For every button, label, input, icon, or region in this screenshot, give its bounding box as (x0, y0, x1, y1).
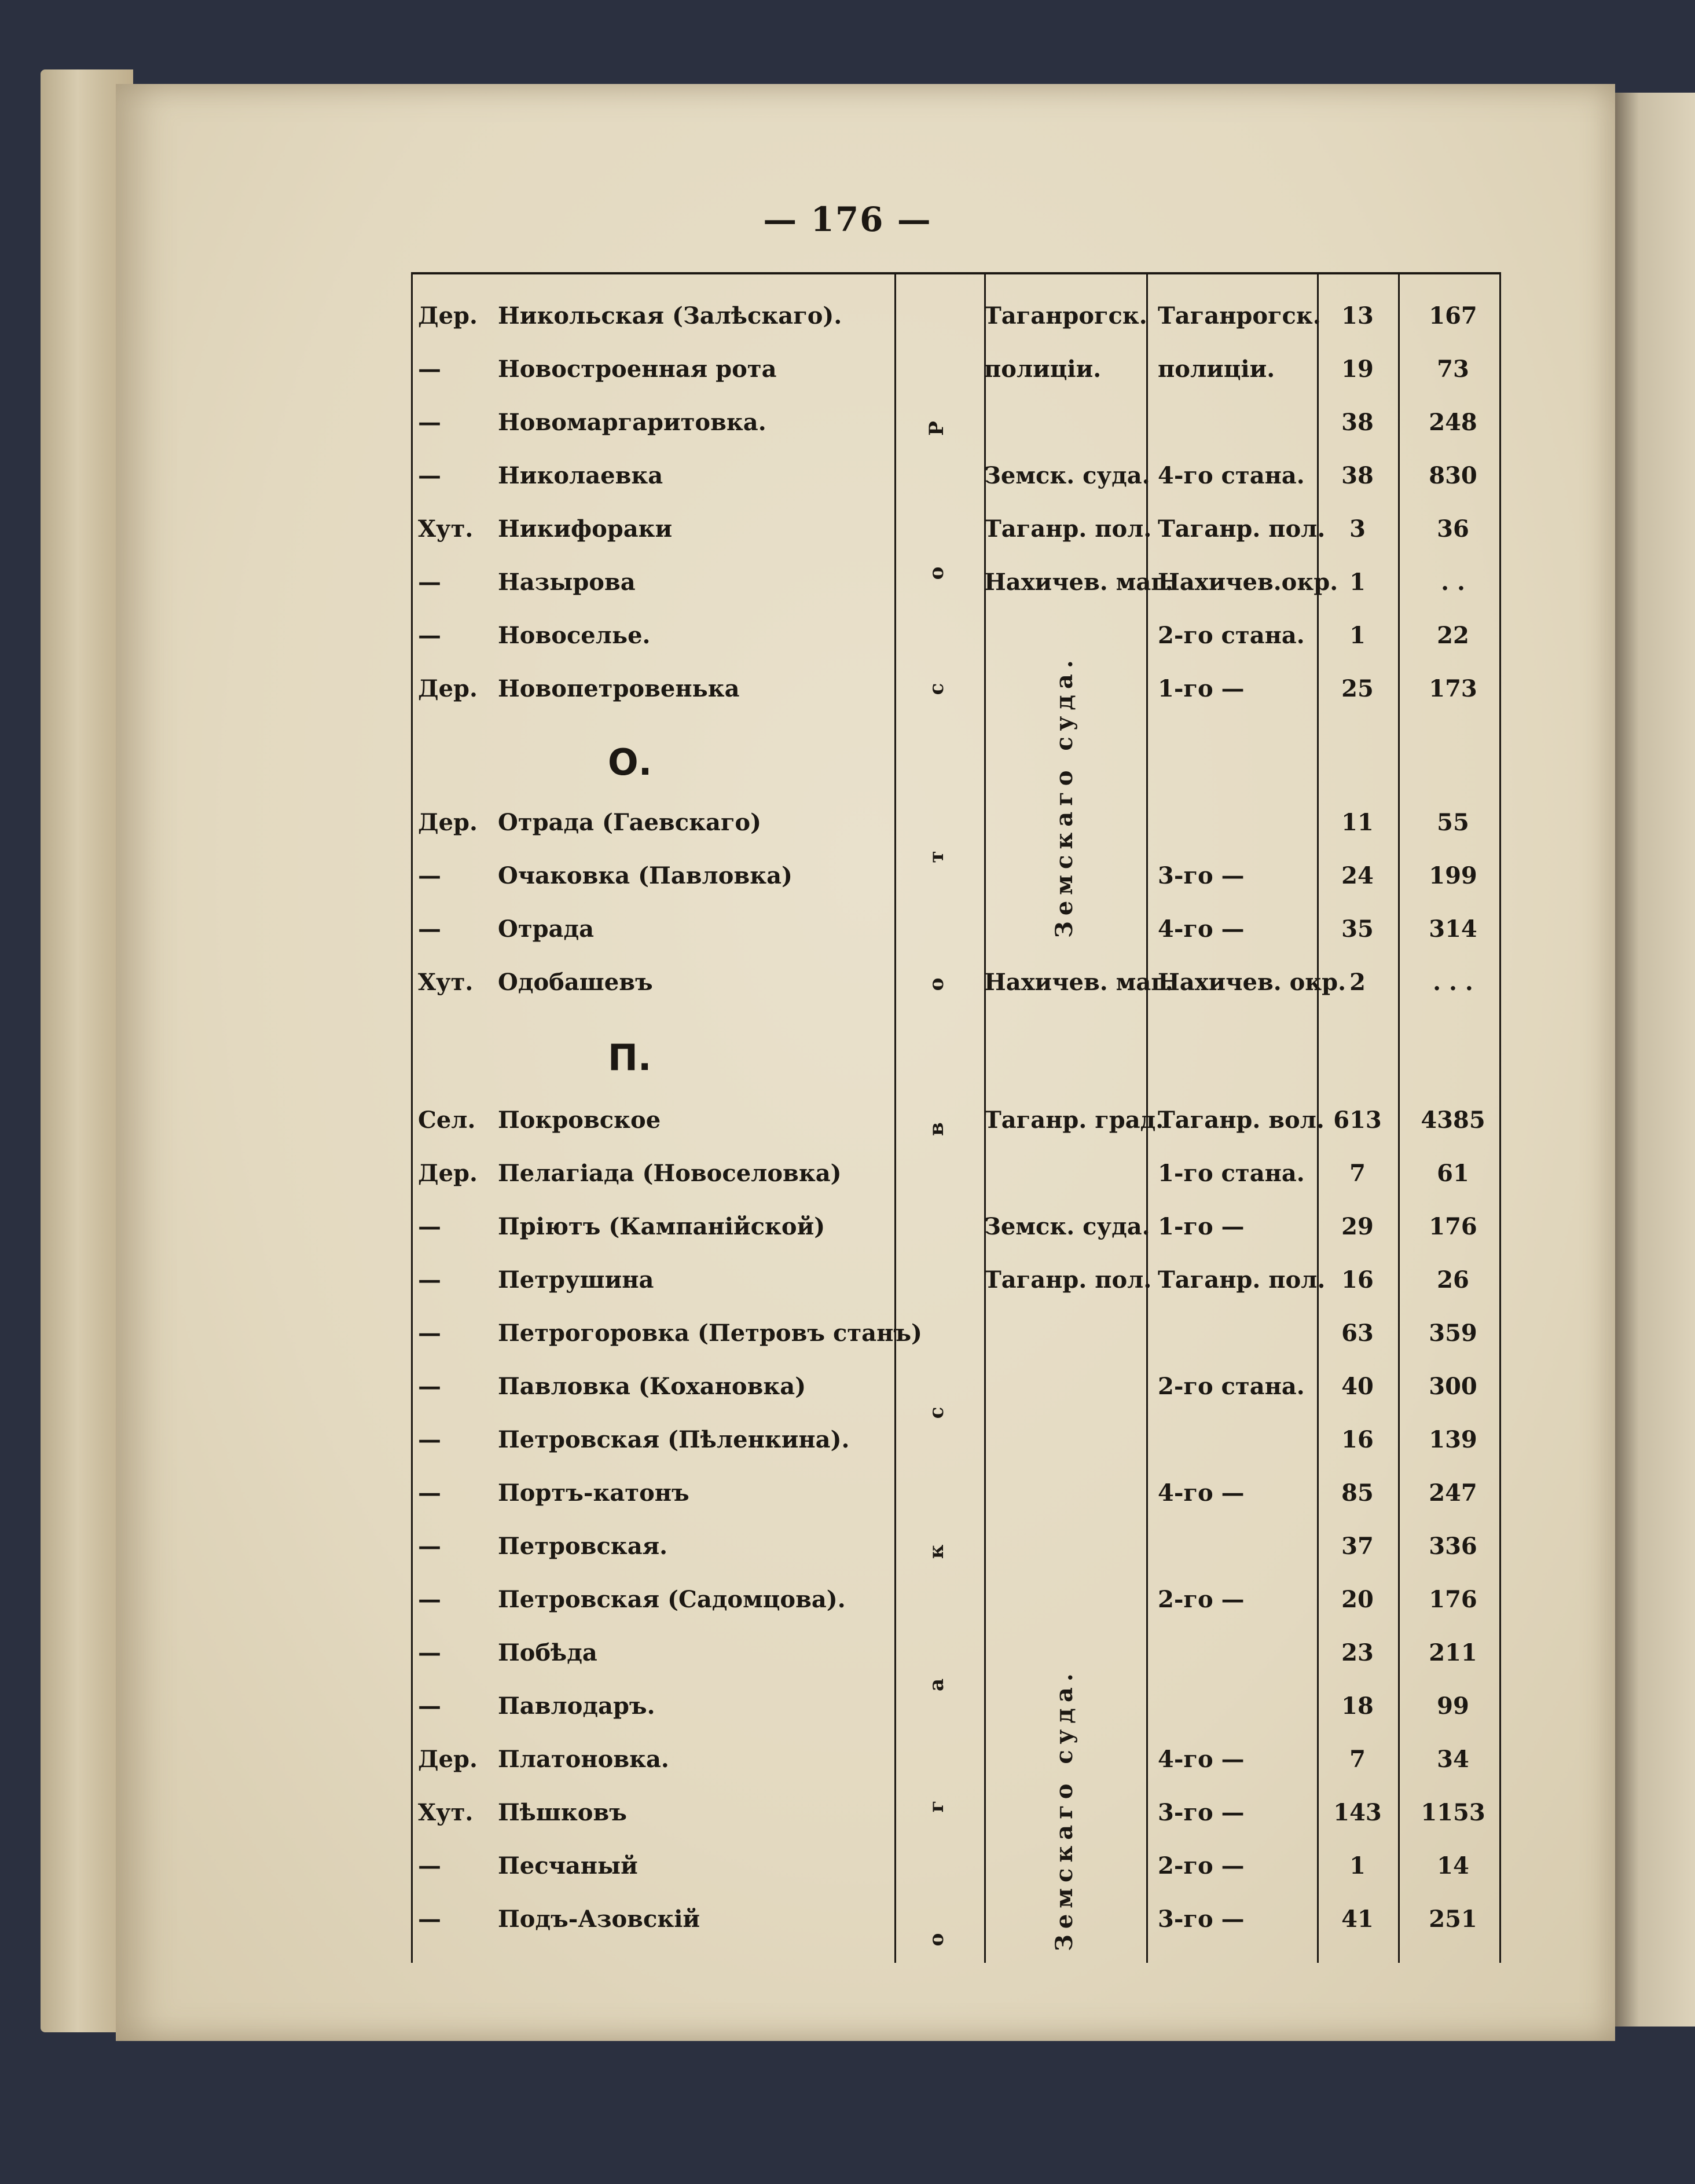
population-count: 26 (1437, 1266, 1469, 1293)
settlement-type: Дер. (418, 675, 478, 702)
population-count: 199 (1429, 862, 1477, 889)
stan-district: Нахичев. окр. (1158, 969, 1347, 996)
population-count: 14 (1437, 1852, 1469, 1879)
stan-district: 4-го — (1158, 1746, 1245, 1773)
household-count: 16 (1341, 1426, 1374, 1453)
stan-district: 2-го стана. (1158, 622, 1305, 649)
section-heading-p: П. (608, 1036, 652, 1079)
population-count: 300 (1429, 1373, 1477, 1400)
settlement-type: — (418, 915, 441, 943)
stan-district: 3-го — (1158, 862, 1245, 889)
stan-district: 4-го стана. (1158, 462, 1305, 489)
household-count: 16 (1341, 1266, 1374, 1293)
household-count: 37 (1341, 1533, 1374, 1560)
settlement-type: — (418, 1479, 441, 1507)
population-count: 61 (1437, 1160, 1469, 1187)
settlement-type: — (418, 1639, 441, 1666)
stan-district: 4-го — (1158, 1479, 1245, 1507)
settlement-type: — (418, 462, 441, 489)
table-row (411, 1839, 1499, 1893)
settlement-type: — (418, 1213, 441, 1240)
population-count: . . . (1433, 969, 1473, 996)
vertical-letter: в (925, 1122, 948, 1136)
population-count: 1153 (1421, 1799, 1485, 1826)
settlement-name: Отрада (Гаевскаго) (498, 809, 761, 836)
table-right-border (1499, 272, 1501, 1963)
population-count: 176 (1429, 1586, 1477, 1613)
household-count: 18 (1341, 1692, 1374, 1720)
household-count: 613 (1333, 1106, 1382, 1134)
settlement-name: Новомаргаритовка. (498, 409, 766, 436)
vertical-letter: к (925, 1544, 948, 1559)
population-count: 314 (1429, 915, 1477, 943)
population-count: 22 (1437, 622, 1469, 649)
vertical-letter: с (925, 683, 948, 695)
household-count: 7 (1349, 1746, 1366, 1773)
page-number: — 176 — (763, 200, 932, 239)
police-authority: Земск. суда. (984, 1213, 1150, 1240)
household-count: 143 (1333, 1799, 1382, 1826)
table-row (411, 1893, 1499, 1946)
settlement-name: Петровская. (498, 1533, 668, 1560)
stan-district: Нахичев.окр. (1158, 569, 1338, 596)
population-count: 167 (1429, 302, 1477, 329)
settlement-name: Никольская (Залѣскаго). (498, 302, 842, 329)
settlement-type: — (418, 1692, 441, 1720)
stan-district: 2-го стана. (1158, 1373, 1305, 1400)
population-count: 359 (1429, 1320, 1477, 1347)
table-row (411, 1680, 1499, 1733)
stan-district: 1-го — (1158, 1213, 1245, 1240)
stan-district: 1-го — (1158, 675, 1245, 702)
settlement-type: — (418, 409, 441, 436)
household-count: 40 (1341, 1373, 1374, 1400)
settlement-name: Новопетровенька (498, 675, 740, 702)
household-count: 20 (1341, 1586, 1374, 1613)
stan-district: 2-го — (1158, 1852, 1245, 1879)
table-row (411, 1147, 1499, 1200)
vertical-label-zemskago-suda: Земскаго суда. (1051, 654, 1078, 938)
table-row (411, 343, 1499, 396)
household-count: 1 (1349, 569, 1366, 596)
settlement-type: — (418, 1266, 441, 1293)
settlement-type: Дер. (418, 302, 478, 329)
settlement-type: — (418, 1533, 441, 1560)
settlement-type: — (418, 1852, 441, 1879)
table-row (411, 1786, 1499, 1839)
settlement-type: — (418, 1373, 441, 1400)
table-row (411, 796, 1499, 849)
population-count: 73 (1437, 356, 1469, 383)
settlement-name: Подъ-Азовскій (498, 1905, 700, 1933)
table-row (411, 1254, 1499, 1307)
police-authority: полиціи. (984, 356, 1102, 383)
table-row (411, 1467, 1499, 1520)
settlement-type: Хут. (418, 1799, 474, 1826)
household-count: 25 (1341, 675, 1374, 702)
settlement-type: — (418, 1586, 441, 1613)
household-count: 24 (1341, 862, 1374, 889)
settlement-name: Николаевка (498, 462, 663, 489)
table-row (411, 290, 1499, 343)
table-row (411, 1360, 1499, 1413)
household-count: 1 (1349, 622, 1366, 649)
settlement-name: Платоновка. (498, 1746, 669, 1773)
table-row (411, 956, 1499, 1009)
household-count: 23 (1341, 1639, 1374, 1666)
population-count: 211 (1429, 1639, 1477, 1666)
section-heading-o: О. (608, 741, 652, 783)
table-row (411, 1307, 1499, 1360)
vertical-label-zemskago-suda: Земскаго суда. (1051, 1668, 1078, 1951)
population-count: 99 (1437, 1692, 1469, 1720)
settlement-type: Дер. (418, 1160, 478, 1187)
settlement-name: Назырова (498, 569, 636, 596)
settlement-type: Хут. (418, 515, 474, 543)
police-authority: Земск. суда. (984, 462, 1150, 489)
settlement-name: Пелагіада (Новоселовка) (498, 1160, 842, 1187)
settlement-name: Петровская (Пѣленкина). (498, 1426, 850, 1453)
settlement-type: — (418, 1426, 441, 1453)
vertical-letter: г (925, 1800, 948, 1813)
stan-district: Таганр. вол. (1158, 1106, 1325, 1134)
household-count: 38 (1341, 462, 1374, 489)
settlement-name: Никифораки (498, 515, 673, 543)
settlement-name: Петровская (Садомцова). (498, 1586, 846, 1613)
table-row (411, 1733, 1499, 1786)
vertical-letter: о (925, 977, 948, 991)
settlement-name: Петрогоровка (Петровъ станъ) (498, 1320, 922, 1347)
settlement-type: — (418, 356, 441, 383)
police-authority: Таганр. пол. (984, 515, 1152, 543)
settlement-name: Портъ-катонъ (498, 1479, 689, 1507)
settlement-name: Новоселье. (498, 622, 651, 649)
household-count: 13 (1341, 302, 1374, 329)
table-row (411, 556, 1499, 609)
household-count: 41 (1341, 1905, 1374, 1933)
police-authority: Нахичев. маг. (984, 569, 1173, 596)
population-count: 173 (1429, 675, 1477, 702)
stan-district: 3-го — (1158, 1905, 1245, 1933)
settlement-type: — (418, 1320, 441, 1347)
settlement-type: — (418, 622, 441, 649)
stan-district: 4-го — (1158, 915, 1245, 943)
table-row (411, 1573, 1499, 1626)
vertical-letter: о (925, 1933, 948, 1947)
stan-district: полиціи. (1158, 356, 1275, 383)
population-count: 248 (1429, 409, 1477, 436)
table-row (411, 1520, 1499, 1573)
household-count: 63 (1341, 1320, 1374, 1347)
table-row (411, 1626, 1499, 1680)
stan-district: 3-го — (1158, 1799, 1245, 1826)
settlement-type: Хут. (418, 969, 474, 996)
household-count: 38 (1341, 409, 1374, 436)
police-authority: Таганрогск. (984, 302, 1147, 329)
population-count: 36 (1437, 515, 1469, 543)
household-count: 29 (1341, 1213, 1374, 1240)
table-row (411, 1413, 1499, 1467)
police-authority: Нахичев. маг. (984, 969, 1173, 996)
police-authority: Таганр. пол. (984, 1266, 1152, 1293)
population-count: 4385 (1421, 1106, 1485, 1134)
settlement-name: Одобашевъ (498, 969, 653, 996)
table-row (411, 503, 1499, 556)
settlement-type: — (418, 862, 441, 889)
household-count: 35 (1341, 915, 1374, 943)
settlement-name: Покровское (498, 1106, 661, 1134)
settlement-name: Побѣда (498, 1639, 597, 1666)
population-count: 34 (1437, 1746, 1469, 1773)
vertical-letter: а (925, 1678, 948, 1692)
stan-district: 1-го стана. (1158, 1160, 1305, 1187)
settlement-type: — (418, 569, 441, 596)
household-count: 3 (1349, 515, 1366, 543)
table-row (411, 1200, 1499, 1254)
population-count: 176 (1429, 1213, 1477, 1240)
settlement-type: Сел. (418, 1106, 476, 1134)
household-count: 1 (1349, 1852, 1366, 1879)
table-row (411, 396, 1499, 449)
stan-district: Таганр. пол. (1158, 1266, 1326, 1293)
table-row (411, 903, 1499, 956)
vertical-letter: с (925, 1406, 948, 1419)
settlement-name: Отрада (498, 915, 595, 943)
table-row (411, 662, 1499, 716)
household-count: 19 (1341, 356, 1374, 383)
settlement-name: Пріютъ (Кампанійской) (498, 1213, 826, 1240)
settlement-name: Очаковка (Павловка) (498, 862, 793, 889)
stan-district: 2-го — (1158, 1586, 1245, 1613)
settlement-name: Новостроенная рота (498, 356, 777, 383)
table-row (411, 609, 1499, 662)
population-count: 139 (1429, 1426, 1477, 1453)
table-row (411, 449, 1499, 503)
population-count: 55 (1437, 809, 1469, 836)
settlement-type: — (418, 1905, 441, 1933)
household-count: 11 (1341, 809, 1374, 836)
settlement-name: Песчаный (498, 1852, 638, 1879)
vertical-letter: о (925, 566, 948, 580)
population-count: 830 (1429, 462, 1477, 489)
vertical-letter: т (925, 851, 948, 863)
vertical-letter: Р (925, 421, 948, 436)
table-row (411, 849, 1499, 903)
stan-district: Таганр. пол. (1158, 515, 1326, 543)
table-row (411, 1094, 1499, 1147)
settlement-name: Петрушина (498, 1266, 654, 1293)
facing-page-edge (1615, 93, 1695, 2027)
settlement-name: Пѣшковъ (498, 1799, 627, 1826)
stan-district: Таганрогск. (1158, 302, 1321, 329)
household-count: 2 (1349, 969, 1366, 996)
settlement-name: Павловка (Кохановка) (498, 1373, 806, 1400)
settlement-name: Павлодаръ. (498, 1692, 655, 1720)
police-authority: Таганр. град. (984, 1106, 1164, 1134)
population-count: 336 (1429, 1533, 1477, 1560)
population-count: 247 (1429, 1479, 1477, 1507)
household-count: 85 (1341, 1479, 1374, 1507)
population-count: 251 (1429, 1905, 1477, 1933)
settlement-type: Дер. (418, 809, 478, 836)
population-count: . . (1441, 569, 1465, 596)
household-count: 7 (1349, 1160, 1366, 1187)
settlement-type: Дер. (418, 1746, 478, 1773)
